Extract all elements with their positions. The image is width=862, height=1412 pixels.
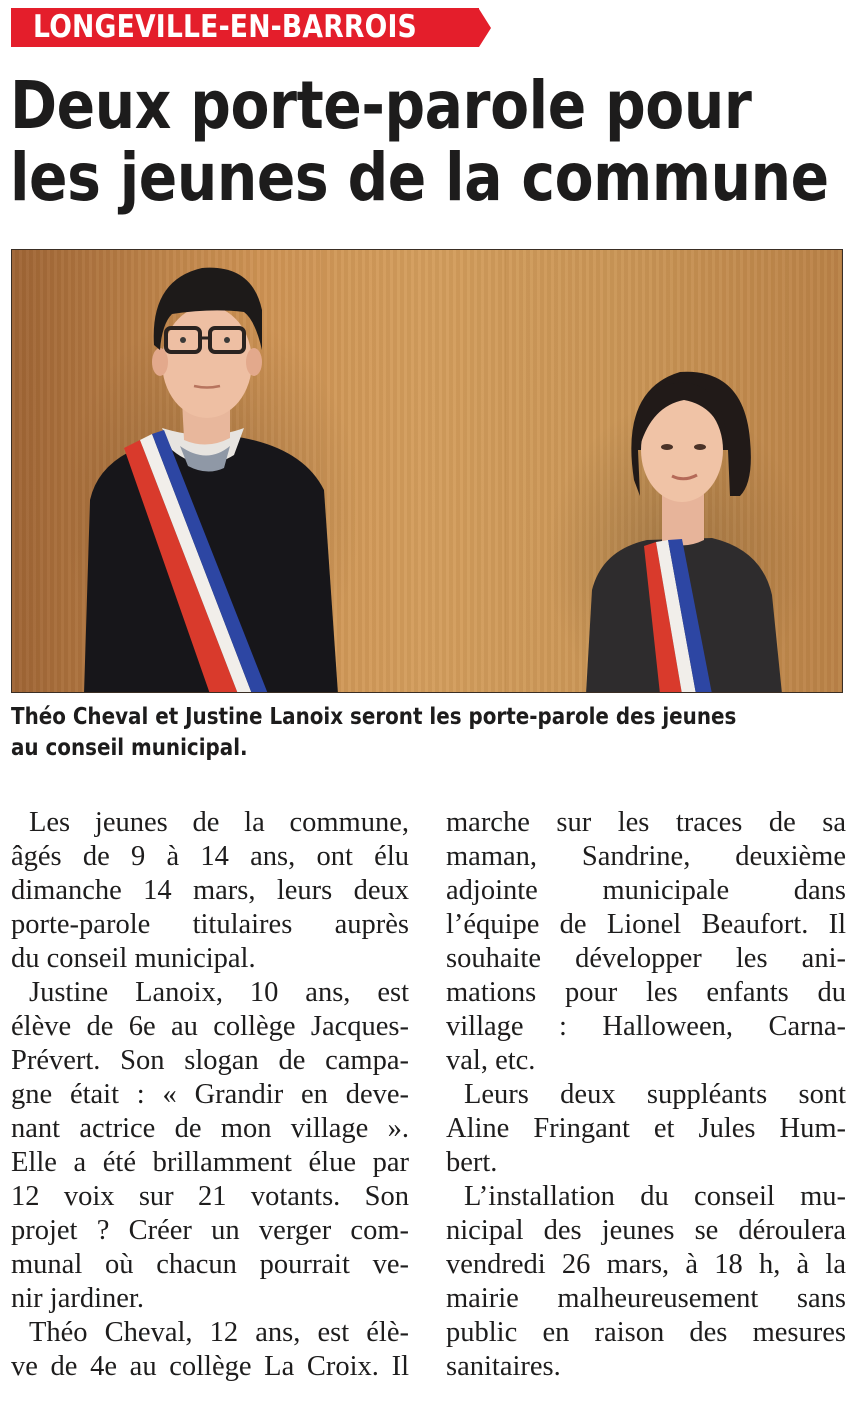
body-text-line: village : Halloween, Carna-: [446, 1011, 846, 1042]
body-text-line: gne était : « Grandir en deve-: [11, 1079, 409, 1110]
body-text-line: val, etc.: [446, 1045, 536, 1076]
body-text-line: Les jeunes de la commune,: [29, 807, 409, 838]
body-text-line: Elle a été brillamment élue par: [11, 1147, 409, 1178]
body-text-line: bert.: [446, 1147, 498, 1178]
body-text-line: souhaite développer les ani-: [446, 943, 846, 974]
photo-caption: [11, 702, 854, 764]
body-text-line: dimanche 14 mars, leurs deux: [11, 875, 409, 906]
body-text-line: sanitaires.: [446, 1351, 561, 1382]
body-text-line: nicipal des jeunes se déroulera: [446, 1215, 846, 1246]
body-text-line: Justine Lanoix, 10 ans, est: [29, 977, 409, 1008]
body-text-line: élève de 6e au collège Jacques-: [11, 1011, 409, 1042]
body-text-line: adjointe municipale dans: [446, 875, 846, 906]
section-kicker: [11, 8, 491, 47]
body-text-line: âgés de 9 à 14 ans, ont élu: [11, 841, 409, 872]
body-text-line: nir jardiner.: [11, 1283, 144, 1314]
body-text-line: mairie malheureusement sans: [446, 1283, 846, 1314]
article-column-right: [446, 806, 846, 1384]
body-text-line: marche sur les traces de sa: [446, 807, 846, 838]
body-text-line: 12 voix sur 21 votants. Son: [11, 1181, 409, 1212]
body-text-line: Leurs deux suppléants sont: [464, 1079, 846, 1110]
photo-illustration: [12, 250, 843, 693]
body-text-line: vendredi 26 mars, à 18 h, à la: [446, 1249, 846, 1280]
body-text-line: L’installation du conseil mu-: [464, 1181, 846, 1212]
body-text-line: Théo Cheval, 12 ans, est élè-: [29, 1317, 409, 1348]
body-text-line: maman, Sandrine, deuxième: [446, 841, 846, 872]
body-text-line: nant actrice de mon village ».: [11, 1113, 409, 1144]
kicker-banner: [11, 8, 479, 47]
body-text-line: projet ? Créer un verger com-: [11, 1215, 409, 1246]
article-column-left: [11, 806, 409, 1384]
body-text-line: munal où chacun pourrait ve-: [11, 1249, 409, 1280]
body-text-line: l’équipe de Lionel Beaufort. Il: [446, 909, 846, 940]
caption-line-1: Théo Cheval et Justine Lanoix seront les porte-parole des jeunes: [11, 704, 737, 730]
kicker-arrow-icon: [479, 9, 491, 47]
headline-line-2: les jeunes de la commune: [10, 139, 829, 216]
article-headline: [10, 67, 829, 216]
body-text-line: Prévert. Son slogan de campa-: [11, 1045, 409, 1076]
article-photo: [11, 249, 843, 693]
body-text-line: Aline Fringant et Jules Hum-: [446, 1113, 846, 1144]
body-text-line: porte-parole titulaires auprès: [11, 909, 409, 940]
headline-line-1: Deux porte-parole pour: [10, 67, 752, 144]
body-text-line: ve de 4e au collège La Croix. Il: [11, 1351, 409, 1382]
body-text-line: public en raison des mesures: [446, 1317, 846, 1348]
kicker-label: LONGEVILLE-EN-BARROIS: [33, 9, 417, 45]
body-text-line: du conseil municipal.: [11, 943, 256, 974]
caption-line-2: au conseil municipal.: [11, 735, 248, 761]
body-text-line: mations pour les enfants du: [446, 977, 846, 1008]
